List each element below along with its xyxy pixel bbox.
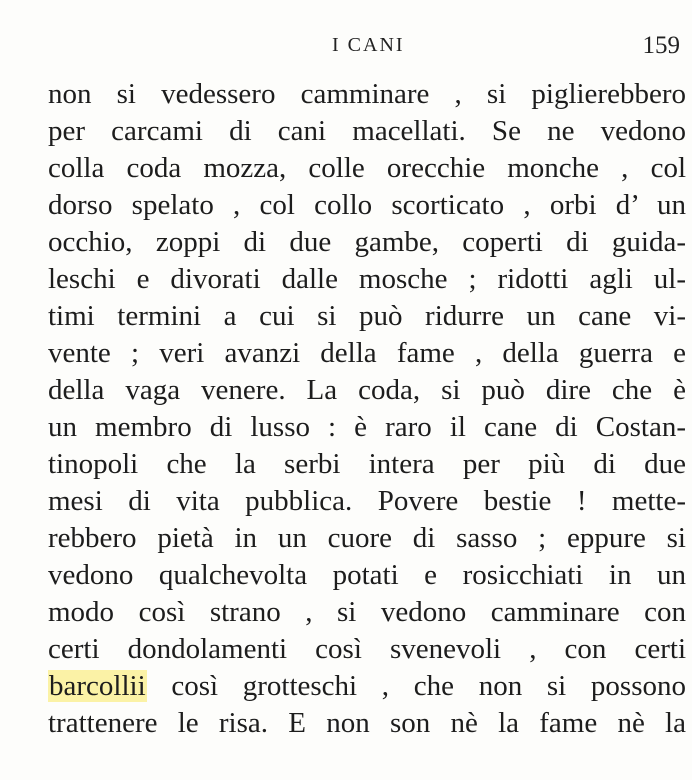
line-text: della vaga venere. La coda, si può dire che è (48, 374, 686, 406)
text-line (48, 113, 686, 150)
text-line (48, 631, 686, 668)
text-line (48, 335, 686, 372)
text-line (48, 446, 686, 483)
page-header (0, 34, 692, 60)
text-line (48, 261, 686, 298)
text-line (48, 668, 686, 705)
text-line (48, 150, 686, 187)
text-line (48, 409, 686, 446)
text-line (48, 224, 686, 261)
line-text: occhio, zoppi di due gambe, coperti di guida- (48, 226, 686, 258)
line-text: per carcami di cani macellati. Se ne vedono (48, 115, 686, 147)
line-text: trattenere le risa. E non son nè la fame nè la (48, 707, 686, 739)
text-line (48, 372, 686, 409)
text-line (48, 76, 686, 113)
line-text: rebbero pietà in un cuore di sasso ; eppure si (48, 522, 686, 554)
text-line (48, 520, 686, 557)
line-text: leschi e divorati dalle mosche ; ridotti agli ul- (48, 263, 686, 295)
text-line (48, 594, 686, 631)
line-text: un membro di lusso : è raro il cane di Costan- (48, 411, 686, 443)
line-text: mesi di vita pubblica. Povere bestie ! mette- (48, 485, 686, 517)
line-text: certi dondolamenti così svenevoli , con certi (48, 633, 686, 665)
highlighted-word[interactable]: barcollii (49, 670, 146, 702)
line-text: così grotteschi , che non si possono (146, 670, 686, 702)
text-line (48, 298, 686, 335)
text-line (48, 705, 686, 742)
page-number: 159 (642, 32, 680, 59)
line-text: colla coda mozza, colle orecchie monche , col (48, 152, 686, 184)
line-text: non si vedessero camminare , si piglierebbero (48, 78, 686, 110)
line-text: tinopoli che la serbi intera per più di due (48, 448, 686, 480)
line-text: timi termini a cui si può ridurre un cane vi- (48, 300, 686, 332)
line-text: vente ; veri avanzi della fame , della guerra e (48, 337, 686, 369)
running-title: I CANI (332, 34, 405, 56)
text-line (48, 187, 686, 224)
body-text (48, 76, 688, 742)
line-text: vedono qualchevolta potati e rosicchiati in un (48, 559, 686, 591)
text-line (48, 483, 686, 520)
line-text: modo così strano , si vedono camminare con (48, 596, 686, 628)
text-line (48, 557, 686, 594)
line-text: dorso spelato , col collo scorticato , orbi d’ un (48, 189, 686, 221)
